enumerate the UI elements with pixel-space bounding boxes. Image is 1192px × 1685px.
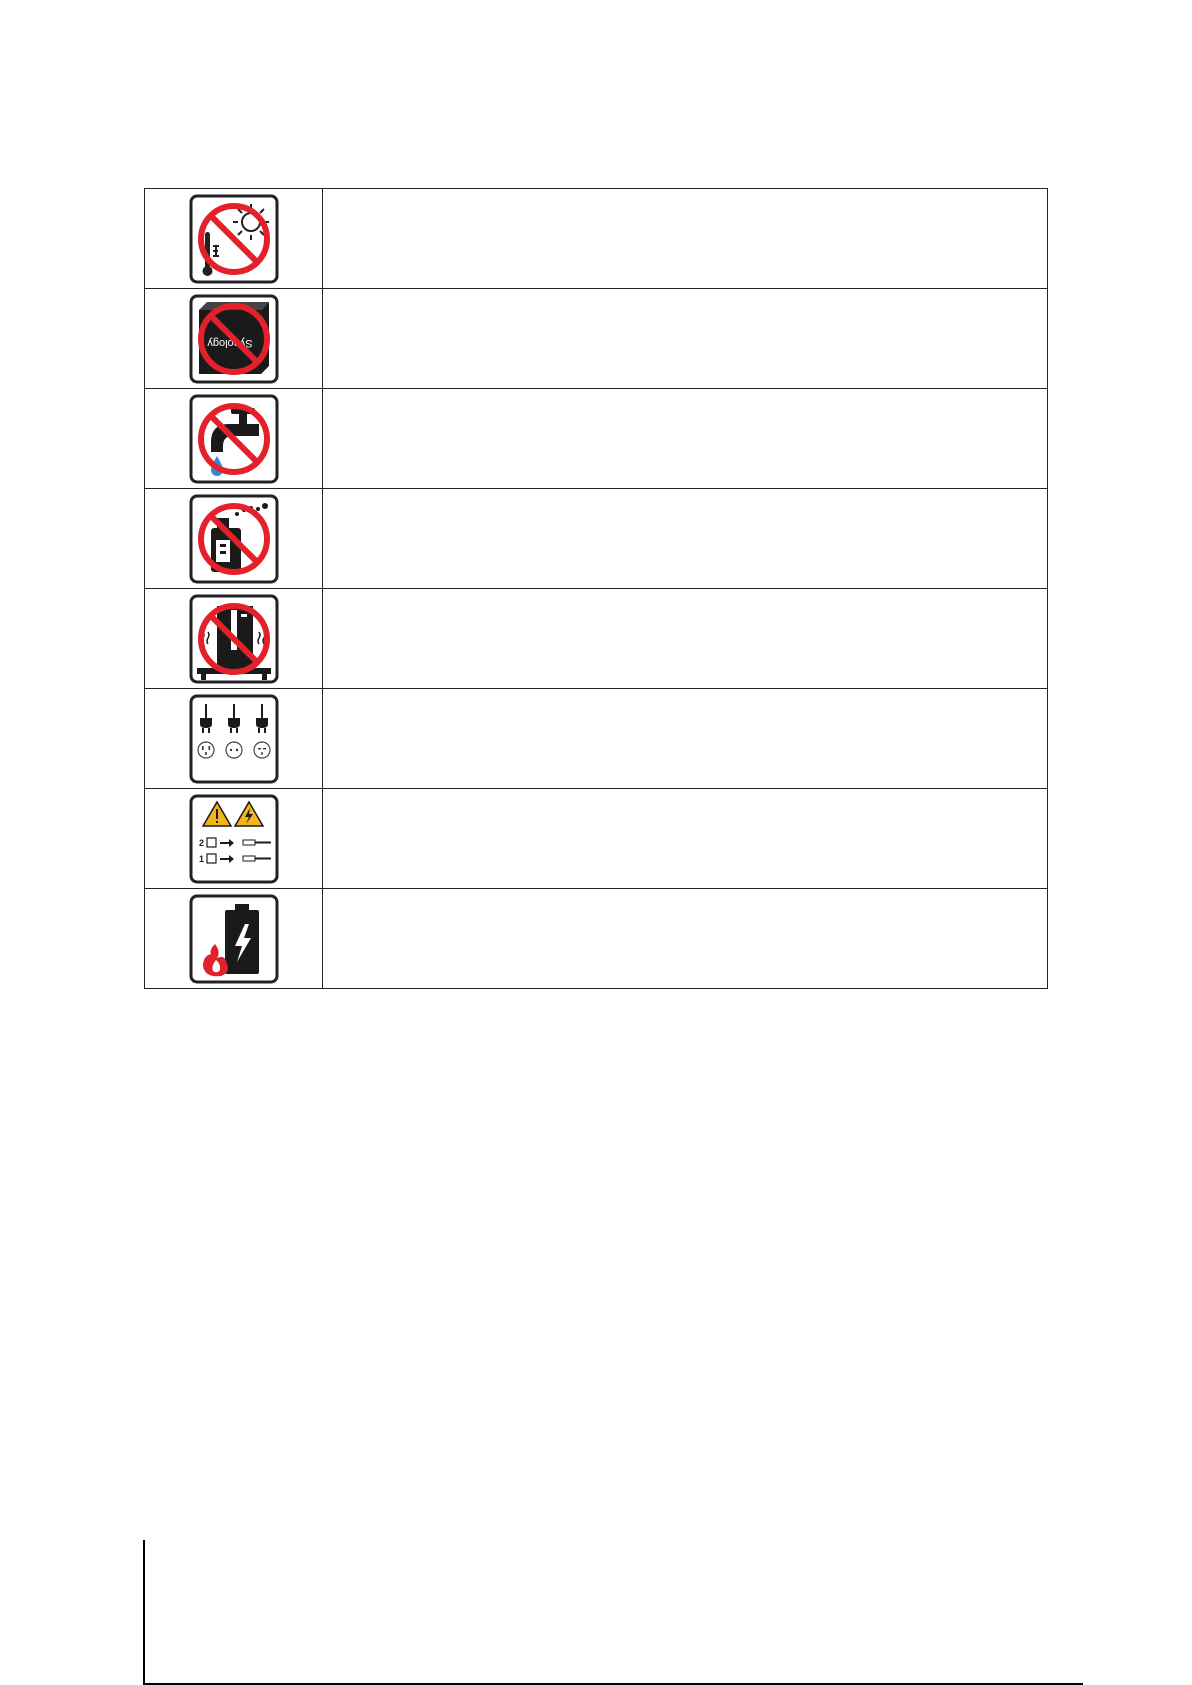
- row-text: [323, 489, 1048, 589]
- table-row: [145, 189, 1048, 289]
- no-chemical-spray-icon: [189, 494, 279, 584]
- table-row: [145, 389, 1048, 489]
- icon-cell: [145, 689, 323, 789]
- synology-logo-text: Synology: [206, 336, 253, 349]
- no-water-icon: [189, 394, 279, 484]
- icon-cell: [145, 589, 323, 689]
- disconnect-all-power-cords-icon: [189, 794, 279, 884]
- row-text: [323, 789, 1048, 889]
- icon-cell: [145, 889, 323, 989]
- safety-instructions-table: [144, 188, 1048, 989]
- icon-cell: [145, 189, 323, 289]
- table-row: [145, 489, 1048, 589]
- icon-cell: [145, 389, 323, 489]
- no-heat-sunlight-icon: [189, 194, 279, 284]
- table-row: [145, 289, 1048, 389]
- row-text: [323, 189, 1048, 289]
- battery-fire-hazard-icon: [189, 894, 279, 984]
- no-upside-down-icon: [189, 294, 279, 384]
- table-row: [145, 589, 1048, 689]
- table-row: [145, 789, 1048, 889]
- icon-cell: [145, 489, 323, 589]
- row-text: [323, 289, 1048, 389]
- no-unstable-surface-icon: [189, 594, 279, 684]
- grounded-power-plugs-icon: [189, 694, 279, 784]
- row-text: [323, 889, 1048, 989]
- table-row: [145, 689, 1048, 789]
- icon-cell: [145, 789, 323, 889]
- row-text: [323, 389, 1048, 489]
- row-text: [323, 689, 1048, 789]
- row-text: [323, 589, 1048, 689]
- table-row: [145, 889, 1048, 989]
- svg-text:2: 2: [198, 837, 204, 848]
- svg-text:1: 1: [198, 853, 204, 864]
- icon-cell: [145, 289, 323, 389]
- left-margin-rule: [143, 1540, 145, 1685]
